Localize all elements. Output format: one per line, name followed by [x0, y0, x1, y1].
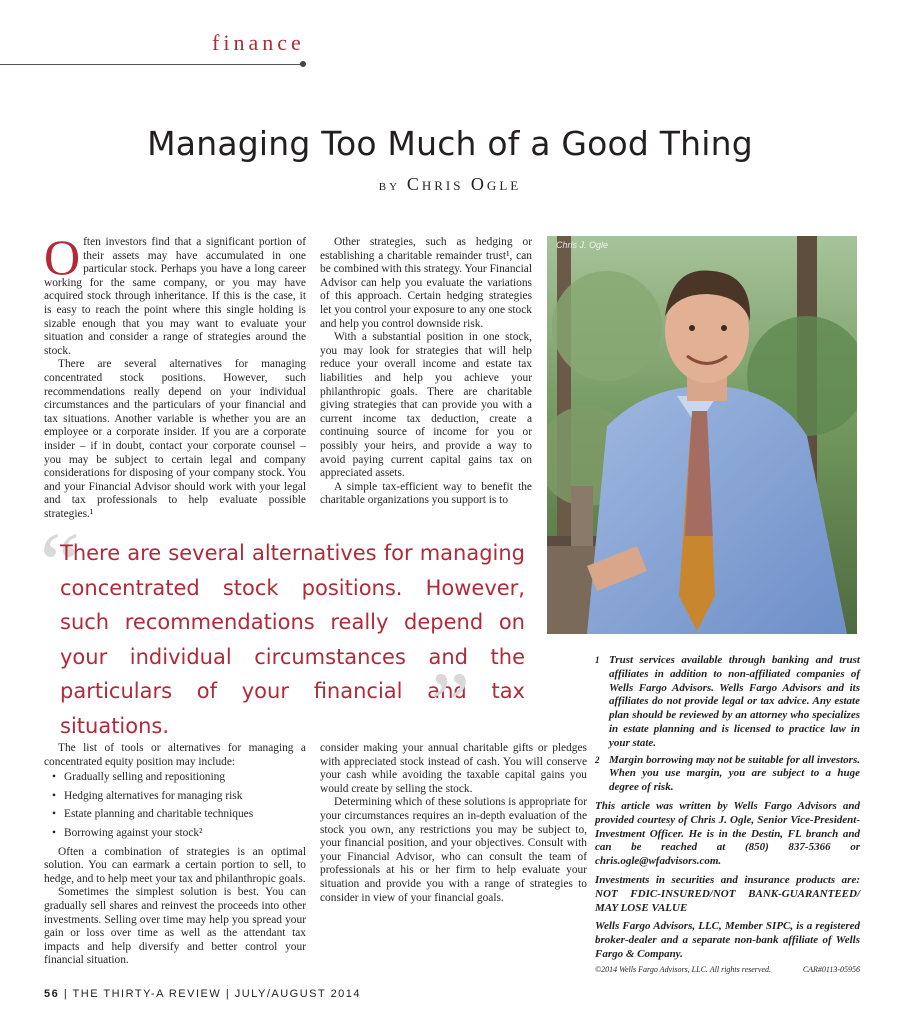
article-column-3	[44, 742, 306, 968]
paragraph: Determining which of these solutions is appropriate for your circumstances requires an in-depth evaluation of the stock you own, any restrictions you may be subject to, your financial position, and your objectives. Consult with your Financial Advisor, who can consult the team of professionals at his or her firm to help evaluate your situation and provide you with a range of strategies to consider in view of your financial goals.	[320, 796, 587, 904]
investment-disclaimer: Investments in securities and insurance products are: NOT FDIC-INSURED/NOT BANK-GUARANTEED/ MAY LOSE VALUE	[595, 873, 860, 914]
footnote	[595, 754, 860, 795]
sidebar-notes	[595, 654, 860, 962]
article-byline	[0, 174, 900, 195]
footnote	[595, 654, 860, 751]
list-item: • Borrowing against your stock²	[64, 827, 306, 841]
open-quote-mark: “	[40, 515, 80, 614]
article-column-4	[320, 742, 587, 905]
footnote-text: Trust services available through banking and trust affiliates in addition to non-affiliated companies of Wells Fargo Advisors. Wells Fargo Advisors and its affiliates do not provide legal or tax advice. Any estate plan should be reviewed by an attorney who specializes in estate planning and is licensed to practice law in your state.	[609, 654, 860, 749]
author-photo	[547, 236, 857, 634]
section-rule-dot	[300, 61, 306, 67]
paragraph: With a substantial position in one stock, you may look for strategies that will help reduce your overall income and estate tax liabilities and help you achieve your philanthropic goals. There are charitable giving strategies that can provide you with a current income tax deduction, create a continuing source of income for you or possibly your heirs, and provide a way to avoid paying current capital gains tax on appreciated assets.	[320, 331, 532, 480]
paragraph-text: ften investors find that a significant portion of their assets may have accumulated in one particular stock. Perhaps you have a long career working for the same company, or you may have acquired stock through inheritance. If this is the case, it is easy to reach the point where this single holding is sizable enough that you may want to evaluate your situation and consider a range of strategies around the stock.	[44, 236, 306, 357]
close-quote-mark: ”	[430, 655, 470, 754]
copyright-line	[595, 965, 860, 974]
paragraph: There are several alternatives for managing concentrated stock positions. However, such recommendations really depend on your individual circumstances and the particulars of your financial and tax situations. Another variable is whether you are an employee or a corporate insider. If you are a corporate insider – if in doubt, contact your corporate counsel – you may be subject to certain legal and company considerations for disposing of your company stock. You and your Financial Advisor should work with your legal and tax professionals to help evaluate possible strategies.¹	[44, 358, 306, 520]
section-label: finance	[212, 30, 305, 55]
list-item: • Gradually selling and repositioning	[64, 771, 306, 785]
footnote-mark: 1	[595, 655, 600, 665]
byline-author: Chris Ogle	[406, 174, 522, 194]
footnote-text: Margin borrowing may not be suitable for all investors. When you use margin, you are subject to a huge degree of risk.	[609, 753, 860, 794]
article-column-2	[320, 236, 532, 508]
pull-quote: There are several alternatives for managing concentrated stock positions. However, such recommendations really depend on your individual circumstances and the particulars of your financial and tax situations.	[60, 541, 525, 738]
paragraph: A simple tax-efficient way to benefit the charitable organizations you support is to	[320, 480, 532, 507]
page-number: 56	[44, 988, 60, 1000]
member-note: Wells Fargo Advisors, LLC, Member SIPC, is a registered broker-dealer and a separate non-bank affiliate of Wells Fargo & Company.	[595, 920, 860, 960]
footnote-mark: 2	[595, 754, 600, 765]
paragraph: Sometimes the simplest solution is best. You can gradually sell shares and reinvest the proceeds into other investments. Selling over time may help you spread your gain or loss over time as well as the attendant tax impacts and help diversify and better control your financial situation.	[44, 886, 306, 967]
byline-prefix: by	[378, 178, 401, 194]
dropcap: O	[44, 229, 81, 285]
publication-name: THE THIRTY-A REVIEW	[72, 988, 222, 1000]
article-column-1	[44, 229, 306, 521]
paragraph: Often a combination of strategies is an optimal solution. You can earmark a certain portion to sell, to hedge, and to help meet your tax and philanthropic goals.	[44, 845, 306, 885]
page-folio	[44, 988, 361, 1000]
folio-separator: |	[63, 988, 69, 1000]
paragraph	[44, 229, 306, 358]
copyright-text: ©2014 Wells Fargo Advisors, LLC. All rights reserved.	[595, 965, 772, 974]
list-item: • Hedging alternatives for managing risk	[64, 790, 306, 804]
photo-credit: Chris J. Ogle	[556, 240, 609, 250]
paragraph: Other strategies, such as hedging or establishing a charitable remainder trust¹, can be combined with this strategy. Your Financial Advisor can help you evaluate the variations of this approach. Certain hedging strategies let you control your exposure to any one stock and help you control downside risk.	[320, 236, 532, 330]
author-note: This article was written by Wells Fargo Advisors and provided courtesy of Chris J. Ogle, Senior Vice-President-Investment Officer. He is in the Destin, FL branch and can be reached at (850) 837-5366 or chris.ogle@wfadvisors.com.	[595, 799, 860, 868]
list-item: • Estate planning and charitable techniques	[64, 808, 306, 822]
tool-list	[44, 771, 306, 840]
section-rule	[0, 64, 302, 65]
article-headline: Managing Too Much of a Good Thing	[147, 124, 753, 163]
paragraph: consider making your annual charitable gifts or pledges with appreciated stock instead of cash. You will conserve your cash while avoiding the taxable capital gains you would create by selling the stock.	[320, 742, 587, 795]
issue-date: JULY/AUGUST 2014	[234, 988, 362, 1000]
folio-separator: |	[225, 988, 231, 1000]
car-code: CAR#0113-05956	[802, 965, 860, 974]
paragraph: The list of tools or alternatives for managing a concentrated equity position may include:	[44, 742, 306, 768]
